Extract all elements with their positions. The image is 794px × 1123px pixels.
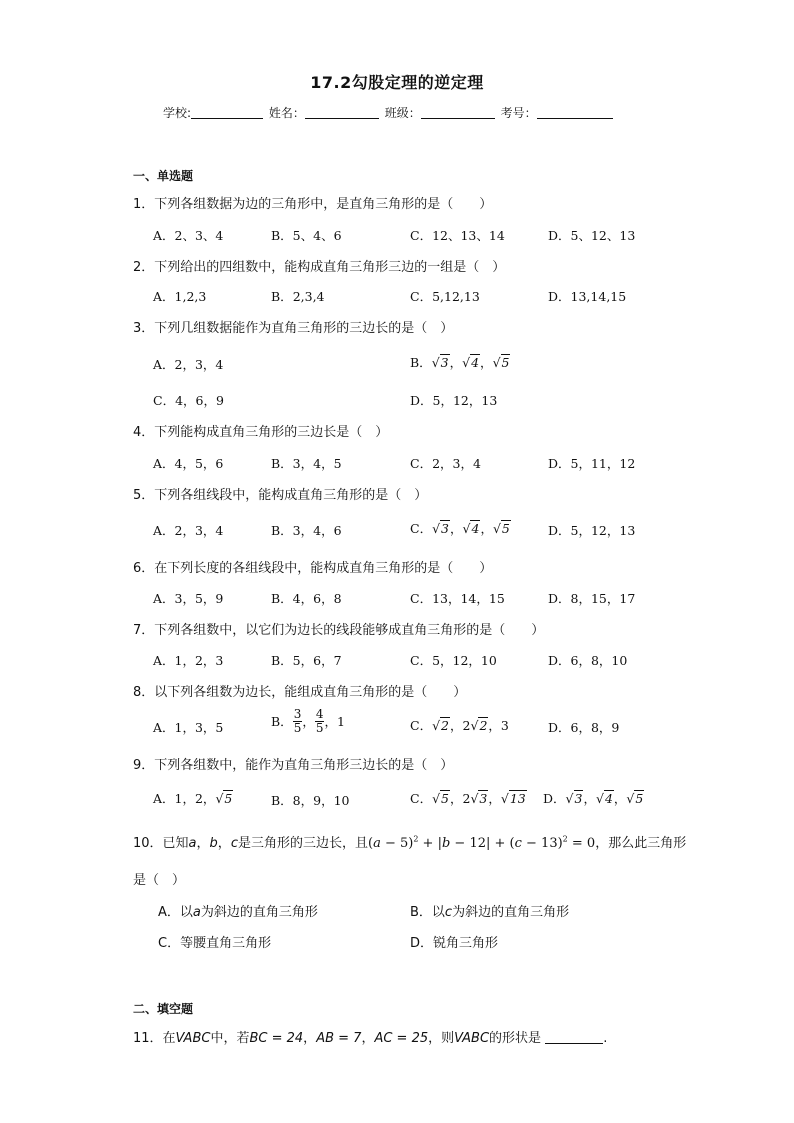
- q4-option-c: C．2，3，4: [410, 456, 481, 471]
- q2-option-d: D．13,14,15: [548, 289, 627, 304]
- q9-option-c: C．√5，2√3，√13: [410, 791, 526, 806]
- class-blank: [421, 106, 495, 119]
- q6-option-d: D．8，15，17: [548, 591, 636, 606]
- exam-number-blank: [537, 106, 613, 119]
- q3-option-b: B．√3，√4，√5: [410, 355, 510, 370]
- q6-option-a: A．3，5，9: [153, 591, 224, 606]
- q2-option-c: C．5,12,13: [410, 289, 480, 304]
- q7-option-a: A．1，2，3: [153, 653, 224, 668]
- q1-option-c: C．12、13、14: [410, 228, 505, 243]
- q5-option-c: C．√3，√4，√5: [410, 521, 510, 536]
- question-1: 1．下列各组数据为边的三角形中，是直角三角形的是（ ）: [133, 197, 493, 212]
- section-heading-fill-blank: 二、填空题: [133, 1002, 194, 1016]
- question-11: 11．在VABC中，若BC = 24，AB = 7，AC = 25，则VABC的形状是 .: [133, 1031, 608, 1046]
- q11-answer-blank[interactable]: [545, 1031, 603, 1044]
- q5-option-a: A．2，3，4: [153, 523, 224, 538]
- exam-number-label: 考号：: [500, 106, 537, 120]
- q1-option-a: A．2、3、4: [153, 228, 224, 243]
- question-5: 5．下列各组线段中，能构成直角三角形的是（ ）: [133, 488, 428, 503]
- q4-option-b: B．3，4，5: [271, 456, 342, 471]
- question-6: 6．在下列长度的各组线段中，能构成直角三角形的是（ ）: [133, 561, 493, 576]
- question-9: 9．下列各组数中，能作为直角三角形三边长的是（ ）: [133, 758, 454, 773]
- q6-option-b: B．4，6，8: [271, 591, 342, 606]
- q4-option-d: D．5，11，12: [548, 456, 636, 471]
- section-heading-single-choice: 一、单选题: [133, 169, 194, 183]
- q7-option-b: B．5，6，7: [271, 653, 342, 668]
- q3-option-a: A．2，3，4: [153, 357, 224, 372]
- question-4: 4．下列能构成直角三角形的三边长是（ ）: [133, 425, 389, 440]
- q9-option-d: D．√3，√4，√5: [543, 791, 644, 806]
- q10-option-b: B．以c为斜边的直角三角形: [410, 905, 570, 920]
- q3-option-c: C．4，6，9: [153, 393, 224, 408]
- school-label: 学校:: [163, 106, 192, 120]
- question-8: 8．以下列各组数为边长，能组成直角三角形的是（ ）: [133, 685, 467, 700]
- q10-option-c: C．等腰直角三角形: [158, 936, 272, 951]
- q1-option-b: B．5、4、6: [271, 228, 342, 243]
- name-blank: [305, 106, 379, 119]
- q6-option-c: C．13，14，15: [410, 591, 505, 606]
- q7-option-d: D．6，8，10: [548, 653, 628, 668]
- q7-option-c: C．5，12，10: [410, 653, 497, 668]
- name-label: 姓名：: [268, 106, 305, 120]
- question-10-continued: 是（ ）: [133, 873, 186, 888]
- q8-option-a: A．1，3，5: [153, 720, 224, 735]
- q5-option-b: B．3，4，6: [271, 523, 342, 538]
- q8-option-c: C．√2，2√2，3: [410, 718, 509, 733]
- q1-option-d: D．5、12、13: [548, 228, 636, 243]
- q4-option-a: A．4，5，6: [153, 456, 224, 471]
- q8-option-b: B． $\frac{3}{5}$ ， $\frac{4}{5}$ ，1: [271, 707, 345, 735]
- q2-option-a: A．1,2,3: [153, 289, 207, 304]
- q8-option-d: D．6，8，9: [548, 720, 620, 735]
- q2-option-b: B．2,3,4: [271, 289, 325, 304]
- q9-option-b: B．8，9，10: [271, 793, 350, 808]
- question-10: 10．已知a，b，c是三角形的三边长，且$(a - 5)^2 + |b - 12| + (c - 13)^2 = 0$，那么此三角形: [133, 834, 687, 851]
- question-3: 3．下列几组数据能作为直角三角形的三边长的是（ ）: [133, 321, 454, 336]
- q10-option-a: A．以a为斜边的直角三角形: [158, 905, 318, 920]
- q10-option-d: D．锐角三角形: [410, 936, 499, 951]
- question-2: 2．下列给出的四组数中，能构成直角三角形三边的一组是（ ）: [133, 260, 506, 275]
- question-7: 7．下列各组数中，以它们为边长的线段能够成直角三角形的是（ ）: [133, 623, 545, 638]
- q5-option-d: D．5，12，13: [548, 523, 636, 538]
- q3-option-d: D．5，12，13: [410, 393, 498, 408]
- student-info-line: [163, 104, 615, 121]
- class-label: 班级：: [384, 106, 421, 120]
- q9-option-a: A．1，2，√5: [153, 791, 233, 806]
- page-title: 17.2勾股定理的逆定理: [310, 73, 484, 92]
- school-blank: [191, 106, 263, 119]
